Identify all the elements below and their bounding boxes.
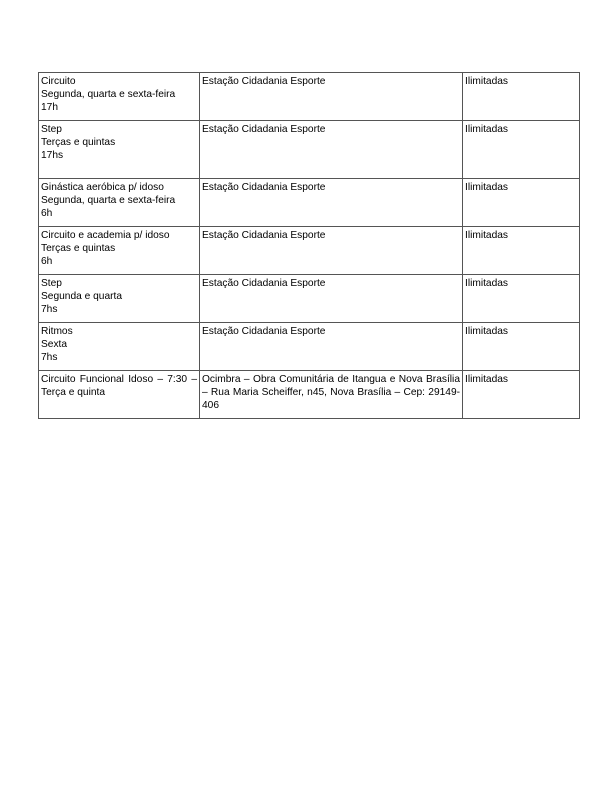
activity-time: 6h <box>41 256 53 267</box>
slots-cell: Ilimitadas <box>463 73 580 121</box>
slots-cell: Ilimitadas <box>463 371 580 419</box>
activity-days: Segunda, quarta e sexta-feira <box>41 195 176 206</box>
table-row <box>39 121 580 179</box>
activity-days: Segunda, quarta e sexta-feira <box>41 89 176 100</box>
activity-cell <box>39 275 200 323</box>
activity-time: 7hs <box>41 304 58 315</box>
activity-cell <box>39 323 200 371</box>
activity-cell <box>39 121 200 179</box>
activity-days: Terças e quintas <box>41 243 116 254</box>
location-cell: Estação Cidadania Esporte <box>200 121 463 179</box>
activity-time: 17hs <box>41 150 64 161</box>
location-cell: Estação Cidadania Esporte <box>200 227 463 275</box>
activity-name: Step <box>41 124 62 135</box>
activity-cell <box>39 179 200 227</box>
activity-cell <box>39 227 200 275</box>
activity-name: Ginástica aeróbica p/ idoso <box>41 182 164 193</box>
activity-name: Ritmos <box>41 326 73 337</box>
location-cell: Estação Cidadania Esporte <box>200 323 463 371</box>
location-cell: Estação Cidadania Esporte <box>200 275 463 323</box>
slots-cell: Ilimitadas <box>463 179 580 227</box>
slots-cell: Ilimitadas <box>463 275 580 323</box>
table-row <box>39 227 580 275</box>
activity-days: Sexta <box>41 339 68 350</box>
activity-cell: Circuito Funcional Idoso – 7:30 – Terça e quinta <box>39 371 200 419</box>
activity-time: 7hs <box>41 352 58 363</box>
slots-cell: Ilimitadas <box>463 227 580 275</box>
activity-time: 6h <box>41 208 53 219</box>
table-row <box>39 323 580 371</box>
activity-cell <box>39 73 200 121</box>
activity-time: 17h <box>41 102 58 113</box>
table-row <box>39 371 580 419</box>
activity-name: Circuito <box>41 76 76 87</box>
location-cell: Estação Cidadania Esporte <box>200 179 463 227</box>
table-row <box>39 275 580 323</box>
activity-days: Terças e quintas <box>41 137 116 148</box>
location-cell: Estação Cidadania Esporte <box>200 73 463 121</box>
activities-table <box>38 72 580 419</box>
slots-cell: Ilimitadas <box>463 121 580 179</box>
table-row <box>39 179 580 227</box>
location-cell: Ocimbra – Obra Comunitária de Itangua e Nova Brasília – Rua Maria Scheiffer, n45, Nova Brasília – Cep: 29149-406 <box>200 371 463 419</box>
activity-name: Circuito e academia p/ idoso <box>41 230 170 241</box>
slots-cell: Ilimitadas <box>463 323 580 371</box>
activity-days: Segunda e quarta <box>41 291 123 302</box>
table-row <box>39 73 580 121</box>
activity-name: Step <box>41 278 62 289</box>
